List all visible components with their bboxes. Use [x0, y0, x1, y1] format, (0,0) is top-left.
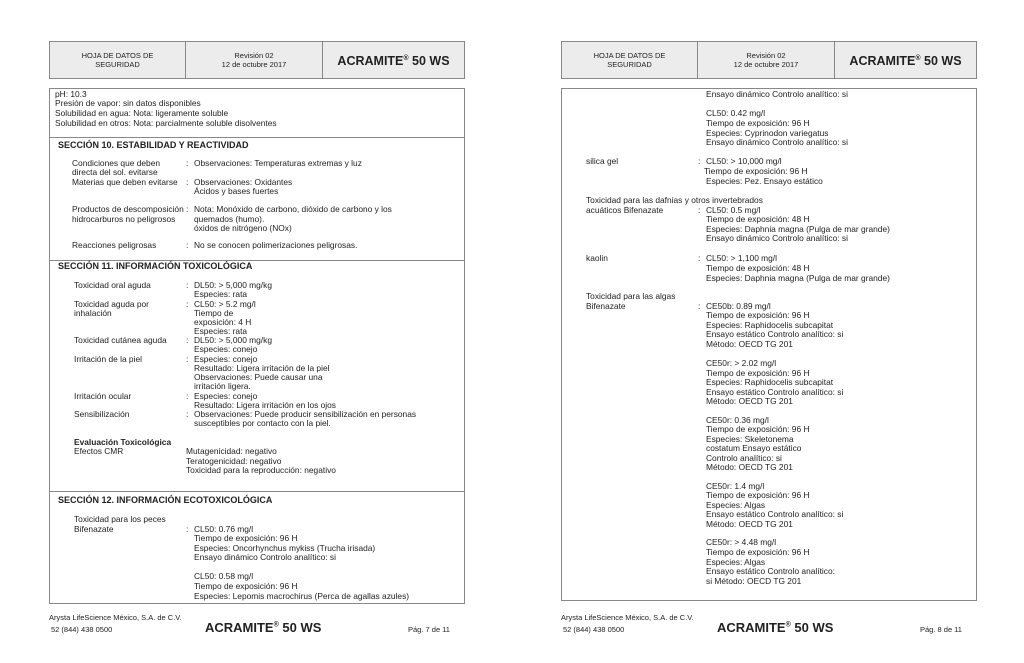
- label: acuáticos Bifenazate: [586, 205, 664, 215]
- label: Efectos CMR: [74, 446, 124, 456]
- value: CE50r: > 4.48 mg/l: [706, 537, 777, 547]
- colon: :: [186, 158, 189, 168]
- phone: 52 (844) 438 0500: [51, 625, 113, 634]
- value: susceptibles por contacto con la piel.: [194, 418, 331, 428]
- value: Especies: Raphidocelis subcapitat: [706, 377, 834, 387]
- value: quemados (humo).: [194, 214, 265, 224]
- colon: :: [186, 335, 189, 345]
- value: DL50: > 5,000 mg/kg: [194, 335, 272, 345]
- value: CL50: 0.42 mg/l: [706, 108, 766, 118]
- value: Tiempo de exposición: 96 H: [194, 581, 298, 591]
- value: No se conocen polimerizaciones peligrosas.: [194, 240, 358, 250]
- revision-date: 12 de octubre 2017: [733, 60, 799, 69]
- label: Toxicidad cutánea aguda: [74, 335, 167, 345]
- label: Productos de descomposición: [72, 204, 184, 214]
- footer-product: ACRAMITE® 50 WS: [717, 620, 834, 635]
- value: CL50: 0.76 mg/l: [194, 524, 254, 534]
- value: Ensayo dinámico Controlo analítico: si: [706, 89, 848, 99]
- value: Especies: Raphidocelis subcapitat: [706, 320, 834, 330]
- value: óxidos de nitrógeno (NOx): [194, 223, 292, 233]
- value: CL50: > 1,100 mg/l: [706, 253, 777, 263]
- doc-type-cell: [562, 42, 698, 78]
- value: Especies: Algas: [706, 557, 766, 567]
- section-11-title: SECCIÓN 11. INFORMACIÓN TOXICOLÓGICA: [58, 261, 253, 271]
- value: costatum Ensayo estático: [706, 443, 802, 453]
- section-12-divider: [50, 491, 464, 492]
- other-solubility-line: Solubilidad en otros: Nota: parcialmente soluble disolventes: [55, 118, 277, 128]
- value: Teratogenicidad: negativo: [186, 456, 282, 466]
- content-box: [561, 88, 977, 601]
- value: Ensayo dinámico Controlo analítico: si: [706, 233, 848, 243]
- value: Tiempo de exposición: 96 H: [706, 368, 810, 378]
- company-name: Arysta LifeScience México, S.A. de C.V.: [49, 613, 182, 622]
- value: Resultado: Ligera irritación de la piel: [194, 363, 330, 373]
- vapor-line: Presión de vapor: sin datos disponibles: [55, 98, 201, 108]
- page-8: [512, 0, 1024, 663]
- value: Ensayo estático Controlo analítico:: [706, 566, 835, 576]
- product-cell: [323, 42, 464, 78]
- value: Observaciones: Oxidantes: [194, 177, 293, 187]
- product-title: ACRAMITE® 50 WS: [849, 54, 962, 69]
- value: Observaciones: Puede producir sensibilización en personas: [194, 409, 417, 419]
- value: Mutagenicidad: negativo: [186, 446, 277, 456]
- revision-cell: [186, 42, 323, 78]
- colon: :: [186, 391, 189, 401]
- content-box: [49, 88, 465, 604]
- value: Método: OECD TG 201: [706, 519, 793, 529]
- value: Tiempo de exposición: 48 H: [706, 214, 810, 224]
- colon: :: [186, 240, 189, 250]
- value: Controlo analítico: si: [706, 453, 782, 463]
- value: Tiempo de exposición: 96 H: [706, 118, 810, 128]
- page-number: Pág. 7 de 11: [408, 625, 450, 634]
- value: Observaciones: Temperaturas extremas y luz: [194, 158, 362, 168]
- section-10-divider: [50, 137, 464, 138]
- colon: :: [186, 177, 189, 187]
- value: Especies: Lepomis macrochirus (Perca de agallas azules): [194, 591, 410, 601]
- section-10-title: SECCIÓN 10. ESTABILIDAD Y REACTIVIDAD: [58, 140, 249, 150]
- revision-date: 12 de octubre 2017: [221, 60, 287, 69]
- label: Sensibilización: [74, 409, 130, 419]
- page-number: Pág. 8 de 11: [920, 625, 962, 634]
- ph-line: pH: 10.3: [55, 89, 87, 99]
- value: Especies: Cyprinodon variegatus: [706, 128, 829, 138]
- value: Especies: Daphnia magna (Pulga de mar grande): [706, 224, 890, 234]
- label: Irritación ocular: [74, 391, 132, 401]
- colon: :: [186, 354, 189, 364]
- value: Ensayo estático Controlo analítico: si: [706, 509, 844, 519]
- value: Observaciones: Puede causar una: [194, 372, 323, 382]
- value: Tiempo de exposición: 96 H: [194, 533, 298, 543]
- doc-type: HOJA DE DATOS DE SEGURIDAD: [81, 51, 154, 69]
- value: Especies: conejo: [194, 391, 258, 401]
- header-table: [561, 41, 977, 79]
- colon: :: [698, 205, 701, 215]
- value: CE50r: 0.36 mg/l: [706, 415, 769, 425]
- value: Tiempo de exposición: 96 H: [706, 424, 810, 434]
- value: Especies: rata: [194, 326, 248, 336]
- value: Tiempo de exposición: 48 H: [706, 263, 810, 273]
- label: Bifenazate: [586, 301, 626, 311]
- value: Tiempo de: [194, 308, 234, 318]
- value: Tiempo de exposición: 96 H: [706, 310, 810, 320]
- value: CE50b: 0.89 mg/l: [706, 301, 771, 311]
- value: CL50: > 5.2 mg/l: [194, 299, 256, 309]
- product-title: ACRAMITE® 50 WS: [337, 54, 450, 69]
- colon: :: [698, 156, 701, 166]
- revision: Revisión 02: [234, 51, 274, 60]
- value: Especies: Oncorhynchus mykiss (Trucha irisada): [194, 543, 376, 553]
- value: CE50r: 1.4 mg/l: [706, 481, 765, 491]
- value: Toxicidad para la reproducción: negativo: [186, 465, 336, 475]
- label: Toxicidad aguda por: [74, 299, 149, 309]
- colon: :: [186, 204, 189, 214]
- value: Método: OECD TG 201: [706, 339, 793, 349]
- value: CL50: 0.5 mg/l: [706, 205, 761, 215]
- value: CL50: 0.58 mg/l: [194, 571, 254, 581]
- value: Especies: Pez. Ensayo estático: [706, 176, 823, 186]
- label: hidrocarburos no peligrosos: [72, 214, 176, 224]
- value: Ensayo estático Controlo analítico: si: [706, 387, 844, 397]
- value: Especies: Algas: [706, 500, 766, 510]
- value: Ensayo dinámico Controlo analítico: si: [706, 137, 848, 147]
- label: Materias que deben evitarse: [72, 177, 178, 187]
- colon: :: [186, 409, 189, 419]
- doc-type-cell: [50, 42, 186, 78]
- value: Especies: conejo: [194, 354, 258, 364]
- label: Toxicidad para las dafnias y otros invertebrados: [586, 195, 763, 205]
- value: DL50: > 5,000 mg/kg: [194, 280, 272, 290]
- label: Toxicidad para los peces: [74, 514, 166, 524]
- section-12-title: SECCIÓN 12. INFORMACIÓN ECOTOXICOLÓGICA: [58, 495, 273, 505]
- value: Método: OECD TG 201: [706, 396, 793, 406]
- header-table: [49, 41, 465, 79]
- phone: 52 (844) 438 0500: [563, 625, 625, 634]
- colon: :: [698, 253, 701, 263]
- value: Ensayo estático Controlo analítico: si: [706, 329, 844, 339]
- label: Reacciones peligrosas: [72, 240, 157, 250]
- label: inhalación: [74, 308, 112, 318]
- toxicological-evaluation-heading: Evaluación Toxicológica: [74, 437, 172, 447]
- revision: Revisión 02: [746, 51, 786, 60]
- value: Especies: rata: [194, 289, 248, 299]
- label: Bifenazate: [74, 524, 114, 534]
- value: CE50r: > 2.02 mg/l: [706, 358, 777, 368]
- revision-cell: [698, 42, 835, 78]
- label: Toxicidad oral aguda: [74, 280, 151, 290]
- product-cell: [835, 42, 976, 78]
- value: CL50: > 10,000 mg/l: [706, 156, 782, 166]
- value: exposición: 4 H: [194, 317, 252, 327]
- label: Irritación de la piel: [74, 354, 142, 364]
- label: directa del sol. evitarse: [72, 167, 158, 177]
- value: irritación ligera.: [194, 381, 251, 391]
- value: Ensayo dinámico Controlo analítico: si: [194, 552, 336, 562]
- value: Ácidos y bases fuertes: [194, 186, 279, 196]
- colon: :: [186, 280, 189, 290]
- doc-type: HOJA DE DATOS DE SEGURIDAD: [593, 51, 666, 69]
- colon: :: [698, 301, 701, 311]
- value: si Método: OECD TG 201: [706, 576, 802, 586]
- label: kaolin: [586, 253, 608, 263]
- company-name: Arysta LifeScience México, S.A. de C.V.: [561, 613, 694, 622]
- label: Toxicidad para las algas: [586, 291, 676, 301]
- value: Tiempo de exposición: 96 H: [704, 166, 808, 176]
- label: Condiciones que deben: [72, 158, 161, 168]
- colon: :: [186, 299, 189, 309]
- value: Especies: conejo: [194, 344, 258, 354]
- footer-product: ACRAMITE® 50 WS: [205, 620, 322, 635]
- value: Nota: Monóxido de carbono, dióxido de carbono y los: [194, 204, 392, 214]
- label: silica gel: [586, 156, 619, 166]
- value: Tiempo de exposición: 96 H: [706, 490, 810, 500]
- water-solubility-line: Solubilidad en agua: Nota: ligeramente soluble: [55, 108, 229, 118]
- value: Especies: Skeletonema: [706, 434, 794, 444]
- value: Resultado: Ligera irritación en los ojos: [194, 400, 336, 410]
- value: Tiempo de exposición: 96 H: [706, 547, 810, 557]
- value: Método: OECD TG 201: [706, 462, 793, 472]
- colon: :: [186, 524, 189, 534]
- value: Especies: Daphnia magna (Pulga de mar grande): [706, 273, 890, 283]
